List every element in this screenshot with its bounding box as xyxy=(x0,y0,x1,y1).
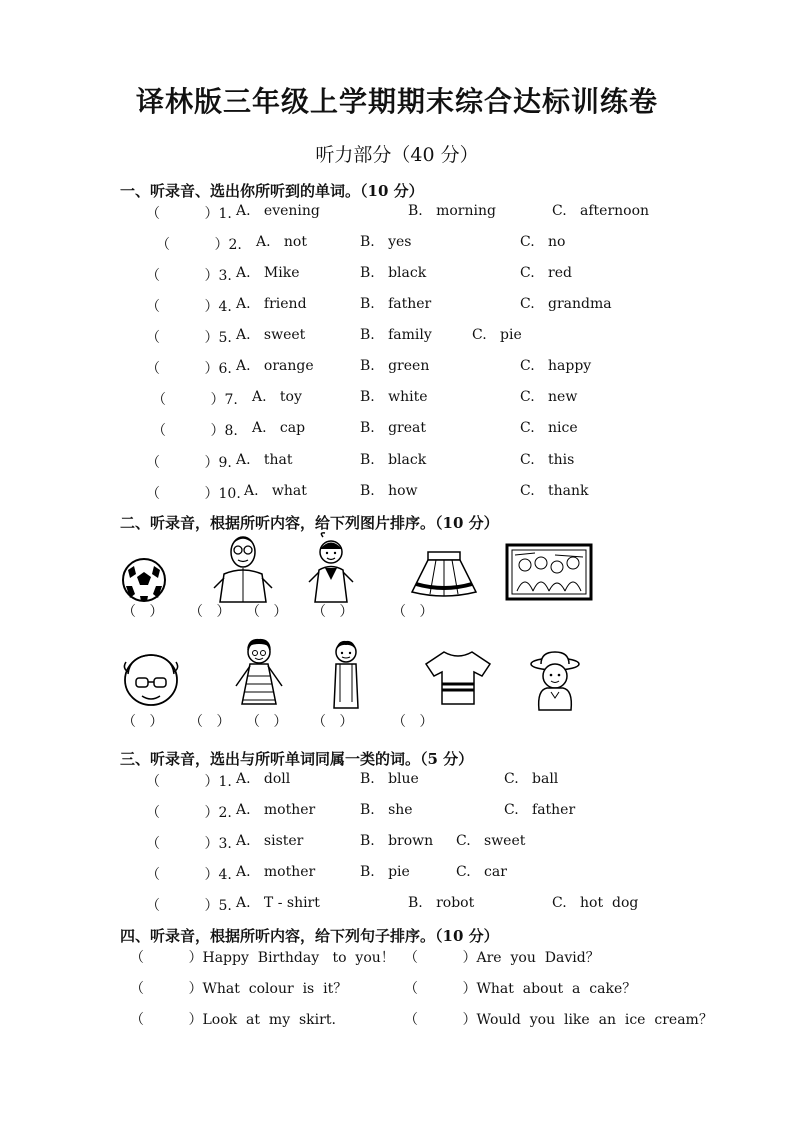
part3-question-answer-blank[interactable]: （ ）5. xyxy=(146,898,232,914)
part1-option-a: A. sweet xyxy=(236,327,306,343)
section-2-heading: 二、听录音，根据所听内容，给下列图片排序。（10 分） xyxy=(120,514,499,532)
part1-option-a: A. cap xyxy=(252,420,306,436)
part1-option-b: B. black xyxy=(360,452,427,468)
mother-dress-icon xyxy=(230,636,288,710)
sentence-order-item[interactable]: （ ）What colour is it？ xyxy=(130,981,348,997)
part1-option-b: B. father xyxy=(360,296,432,312)
section-3-heading: 三、听录音，选出与所听单词同属一类的词。（5 分） xyxy=(120,750,474,768)
boy-standing-icon xyxy=(326,638,366,710)
sentence-order-item[interactable]: （ ）Look at my skirt. xyxy=(130,1012,336,1028)
picture-answer-blank[interactable]: （ ） xyxy=(312,604,354,620)
picture-answer-blank[interactable]: （ ） xyxy=(392,714,434,730)
skirt-icon xyxy=(408,548,480,600)
part1-question-answer-blank[interactable]: （ ）9. xyxy=(146,455,232,471)
part1-question-answer-blank[interactable]: （ ）7. xyxy=(152,392,238,408)
part3-option-a: A. mother xyxy=(236,864,316,880)
part1-option-b: B. green xyxy=(360,358,430,374)
part3-option-a: A. sister xyxy=(236,833,304,849)
picture-answer-blank[interactable]: （ ） xyxy=(312,714,354,730)
part1-question-answer-blank[interactable]: （ ）3. xyxy=(146,268,232,284)
part1-option-b: B. yes xyxy=(360,234,412,250)
picture-answer-blank[interactable]: （ ） xyxy=(392,604,434,620)
part1-option-a: A. friend xyxy=(236,296,307,312)
part1-option-a: A. not xyxy=(256,234,307,250)
part3-option-a: A. mother xyxy=(236,802,316,818)
part1-question-answer-blank[interactable]: （ ）2. xyxy=(156,237,242,253)
part3-option-c: C. hot dog xyxy=(552,895,639,911)
family-photo-icon xyxy=(505,543,593,601)
picture-answer-blank[interactable]: （ ） xyxy=(189,604,231,620)
part1-option-a: A. evening xyxy=(236,203,320,219)
picture-answer-blank[interactable]: （ ） xyxy=(246,714,288,730)
t-shirt-icon xyxy=(424,648,492,708)
part1-option-b: B. family xyxy=(360,327,432,343)
part3-option-c: C. car xyxy=(456,864,507,880)
part1-question-answer-blank[interactable]: （ ）4. xyxy=(146,299,232,315)
part1-option-a: A. that xyxy=(236,452,293,468)
part1-question-answer-blank[interactable]: （ ）5. xyxy=(146,330,232,346)
part3-option-a: A. doll xyxy=(236,771,291,787)
part1-option-b: B. great xyxy=(360,420,427,436)
part3-question-answer-blank[interactable]: （ ）4. xyxy=(146,867,232,883)
grandpa-face-icon xyxy=(120,650,182,708)
part1-option-c: C. this xyxy=(520,452,575,468)
part1-option-c: C. pie xyxy=(472,327,522,343)
part1-option-c: C. afternoon xyxy=(552,203,650,219)
part3-option-b: B. brown xyxy=(360,833,434,849)
part3-option-b: B. pie xyxy=(360,864,410,880)
part1-option-b: B. morning xyxy=(408,203,496,219)
sentence-order-item[interactable]: （ ）What about a cake？ xyxy=(404,981,637,997)
page-subtitle: 听力部分（40 分） xyxy=(315,144,479,166)
part1-option-c: C. happy xyxy=(520,358,592,374)
part1-option-b: B. white xyxy=(360,389,428,405)
girl-hat-icon xyxy=(527,650,583,712)
part1-option-b: B. black xyxy=(360,265,427,281)
part3-option-c: C. sweet xyxy=(456,833,526,849)
part1-option-a: A. Mike xyxy=(236,265,300,281)
part1-question-answer-blank[interactable]: （ ）1. xyxy=(146,206,232,222)
part3-option-b: B. she xyxy=(360,802,413,818)
part1-question-answer-blank[interactable]: （ ）10. xyxy=(146,486,241,502)
picture-answer-blank[interactable]: （ ） xyxy=(189,714,231,730)
part1-option-a: A. what xyxy=(244,483,307,499)
part3-question-answer-blank[interactable]: （ ）2. xyxy=(146,805,232,821)
part1-question-answer-blank[interactable]: （ ）8. xyxy=(152,423,238,439)
picture-answer-blank[interactable]: （ ） xyxy=(122,714,164,730)
part3-option-c: C. father xyxy=(504,802,576,818)
part1-option-a: A. orange xyxy=(236,358,314,374)
part1-option-c: C. grandma xyxy=(520,296,612,312)
part3-option-c: C. ball xyxy=(504,771,559,787)
sentence-order-item[interactable]: （ ）Would you like an ice cream？ xyxy=(404,1012,713,1028)
part1-option-c: C. nice xyxy=(520,420,578,436)
part3-option-b: B. robot xyxy=(408,895,475,911)
part3-question-answer-blank[interactable]: （ ）1. xyxy=(146,774,232,790)
part1-option-c: C. new xyxy=(520,389,578,405)
sentence-order-item[interactable]: （ ）Are you David？ xyxy=(404,950,600,966)
soccer-ball-icon xyxy=(120,556,168,604)
section-1-heading: 一、听录音、选出你所听到的单词。（10 分） xyxy=(120,182,424,200)
part1-option-c: C. red xyxy=(520,265,572,281)
section-4-heading: 四、听录音，根据所听内容，给下列句子排序。（10 分） xyxy=(120,927,499,945)
page-title: 译林版三年级上学期期末综合达标训练卷 xyxy=(135,85,658,118)
part3-option-a: A. T - shirt xyxy=(236,895,320,911)
part3-question-answer-blank[interactable]: （ ）3. xyxy=(146,836,232,852)
part1-option-a: A. toy xyxy=(252,389,302,405)
part3-option-b: B. blue xyxy=(360,771,419,787)
part1-option-b: B. how xyxy=(360,483,418,499)
picture-answer-blank[interactable]: （ ） xyxy=(122,604,164,620)
grandpa-glasses-icon xyxy=(212,534,274,604)
part1-question-answer-blank[interactable]: （ ）6. xyxy=(146,361,232,377)
girl-ponytail-icon xyxy=(305,532,357,604)
picture-answer-blank[interactable]: （ ） xyxy=(246,604,288,620)
sentence-order-item[interactable]: （ ）Happy Birthday to you！ xyxy=(130,950,395,966)
part1-option-c: C. thank xyxy=(520,483,589,499)
part1-option-c: C. no xyxy=(520,234,566,250)
